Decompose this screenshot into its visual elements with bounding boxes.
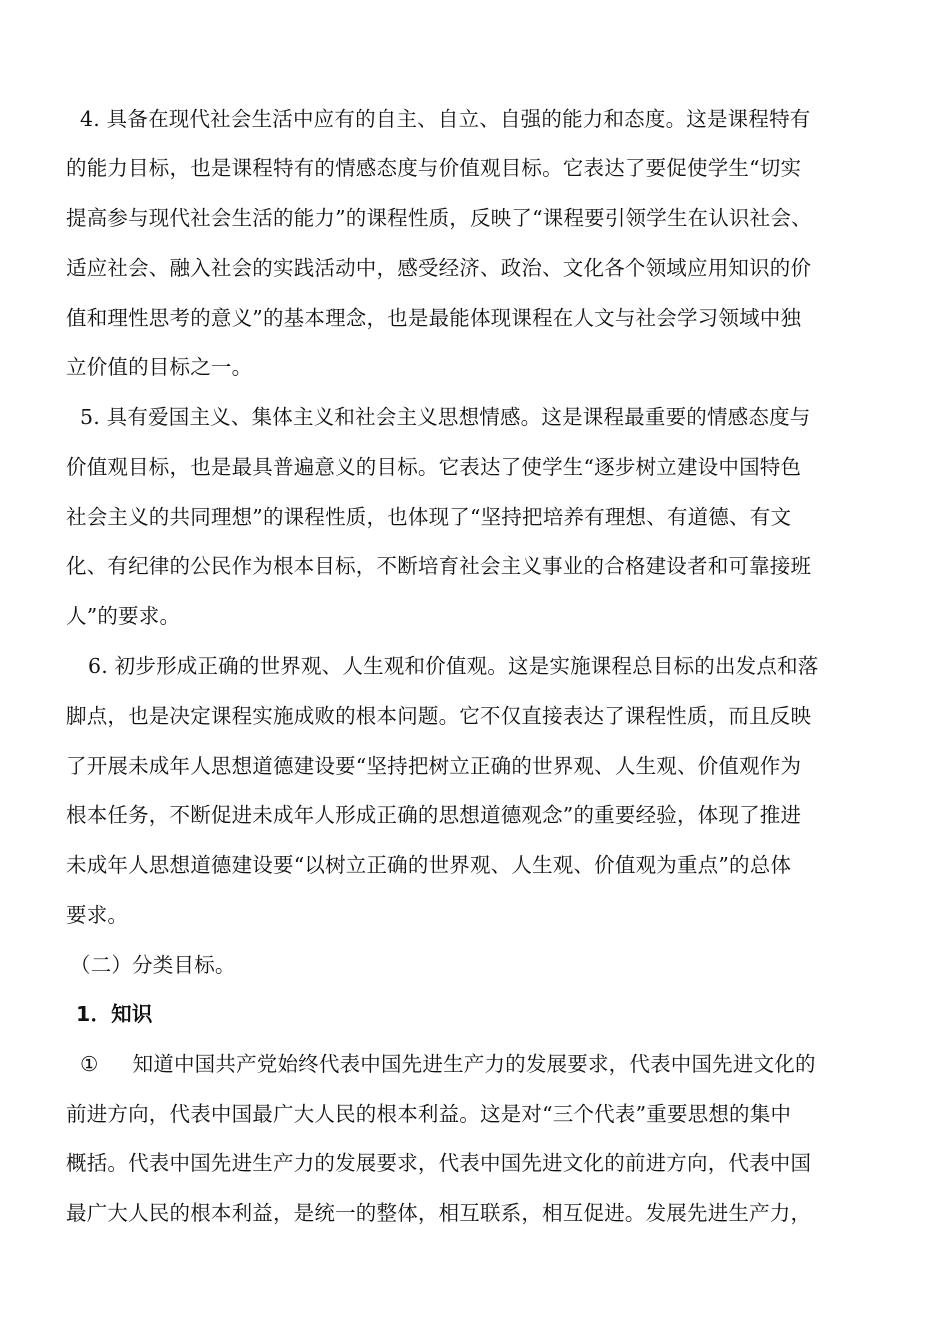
- paragraph-4-line-5: 值和理性思考的意义”的基本理念，也是最能体现课程在人文与社会学习领域中独: [66, 306, 802, 330]
- paragraph-5-line-3: 社会主义的共同理想”的课程性质，也体现了“坚持把培养有理想、有道德、有文: [66, 505, 792, 529]
- paragraph-6-line-2: 脚点，也是决定课程实施成败的根本问题。它不仅直接表达了课程性质，而且反映: [66, 704, 812, 728]
- knowledge-item-1-line-3: 概括。代表中国先进生产力的发展要求，代表中国先进文化的前进方向，代表中国: [66, 1151, 812, 1175]
- paragraph-6-line-1: 6. 初步形成正确的世界观、人生观和价值观。这是实施课程总目标的出发点和落: [88, 654, 819, 678]
- paragraph-4-line-2: 的能力目标，也是课程特有的情感态度与价值观目标。它表达了要促使学生“切实: [66, 156, 802, 180]
- circled-number-one: ①: [80, 1052, 99, 1076]
- knowledge-item-1-line-2: 前进方向，代表中国最广大人民的根本利益。这是对“三个代表”重要思想的集中: [66, 1102, 792, 1126]
- knowledge-item-1-line-4: 最广大人民的根本利益，是统一的整体，相互联系，相互促进。发展先进生产力，: [66, 1201, 812, 1225]
- knowledge-item-1-line-1: [80, 1039, 900, 1089]
- subsection-heading-knowledge: 1．知识: [76, 1002, 153, 1026]
- paragraph-6-line-5: 未成年人思想道德建设要“以树立正确的世界观、人生观、价值观为重点”的总体: [66, 853, 792, 877]
- paragraph-4-line-1: 4. 具备在现代社会生活中应有的自主、自立、自强的能力和态度。这是课程特有: [80, 107, 811, 131]
- paragraph-4-line-4: 适应社会、融入社会的实践活动中，感受经济、政治、文化各个领域应用知识的价: [66, 256, 812, 280]
- knowledge-item-1-text: 知道中国共产党始终代表中国先进生产力的发展要求，代表中国先进文化的: [132, 1052, 816, 1076]
- paragraph-5-line-2: 价值观目标，也是最具普遍意义的目标。它表达了使学生“逐步树立建设中国特色: [66, 455, 802, 479]
- paragraph-4-line-3: 提高参与现代社会生活的能力”的课程性质，反映了“课程要引领学生在认识社会、: [66, 206, 812, 230]
- paragraph-6-line-4: 根本任务，不断促进未成年人形成正确的思想道德观念”的重要经验，体现了推进: [66, 803, 802, 827]
- paragraph-6-line-3: 了开展未成年人思想道德建设要“坚持把树立正确的世界观、人生观、价值观作为: [66, 754, 802, 778]
- paragraph-6-line-6: 要求。: [66, 903, 129, 927]
- paragraph-4-line-6: 立价值的目标之一。: [66, 355, 253, 379]
- paragraph-5-line-1: 5. 具有爱国主义、集体主义和社会主义思想情感。这是课程最重要的情感态度与: [80, 405, 811, 429]
- paragraph-5-line-5: 人”的要求。: [66, 604, 181, 628]
- section-heading-classified-goals: （二）分类目标。: [70, 953, 236, 977]
- paragraph-5-line-4: 化、有纪律的公民作为根本目标，不断培育社会主义事业的合格建设者和可靠接班: [66, 554, 812, 578]
